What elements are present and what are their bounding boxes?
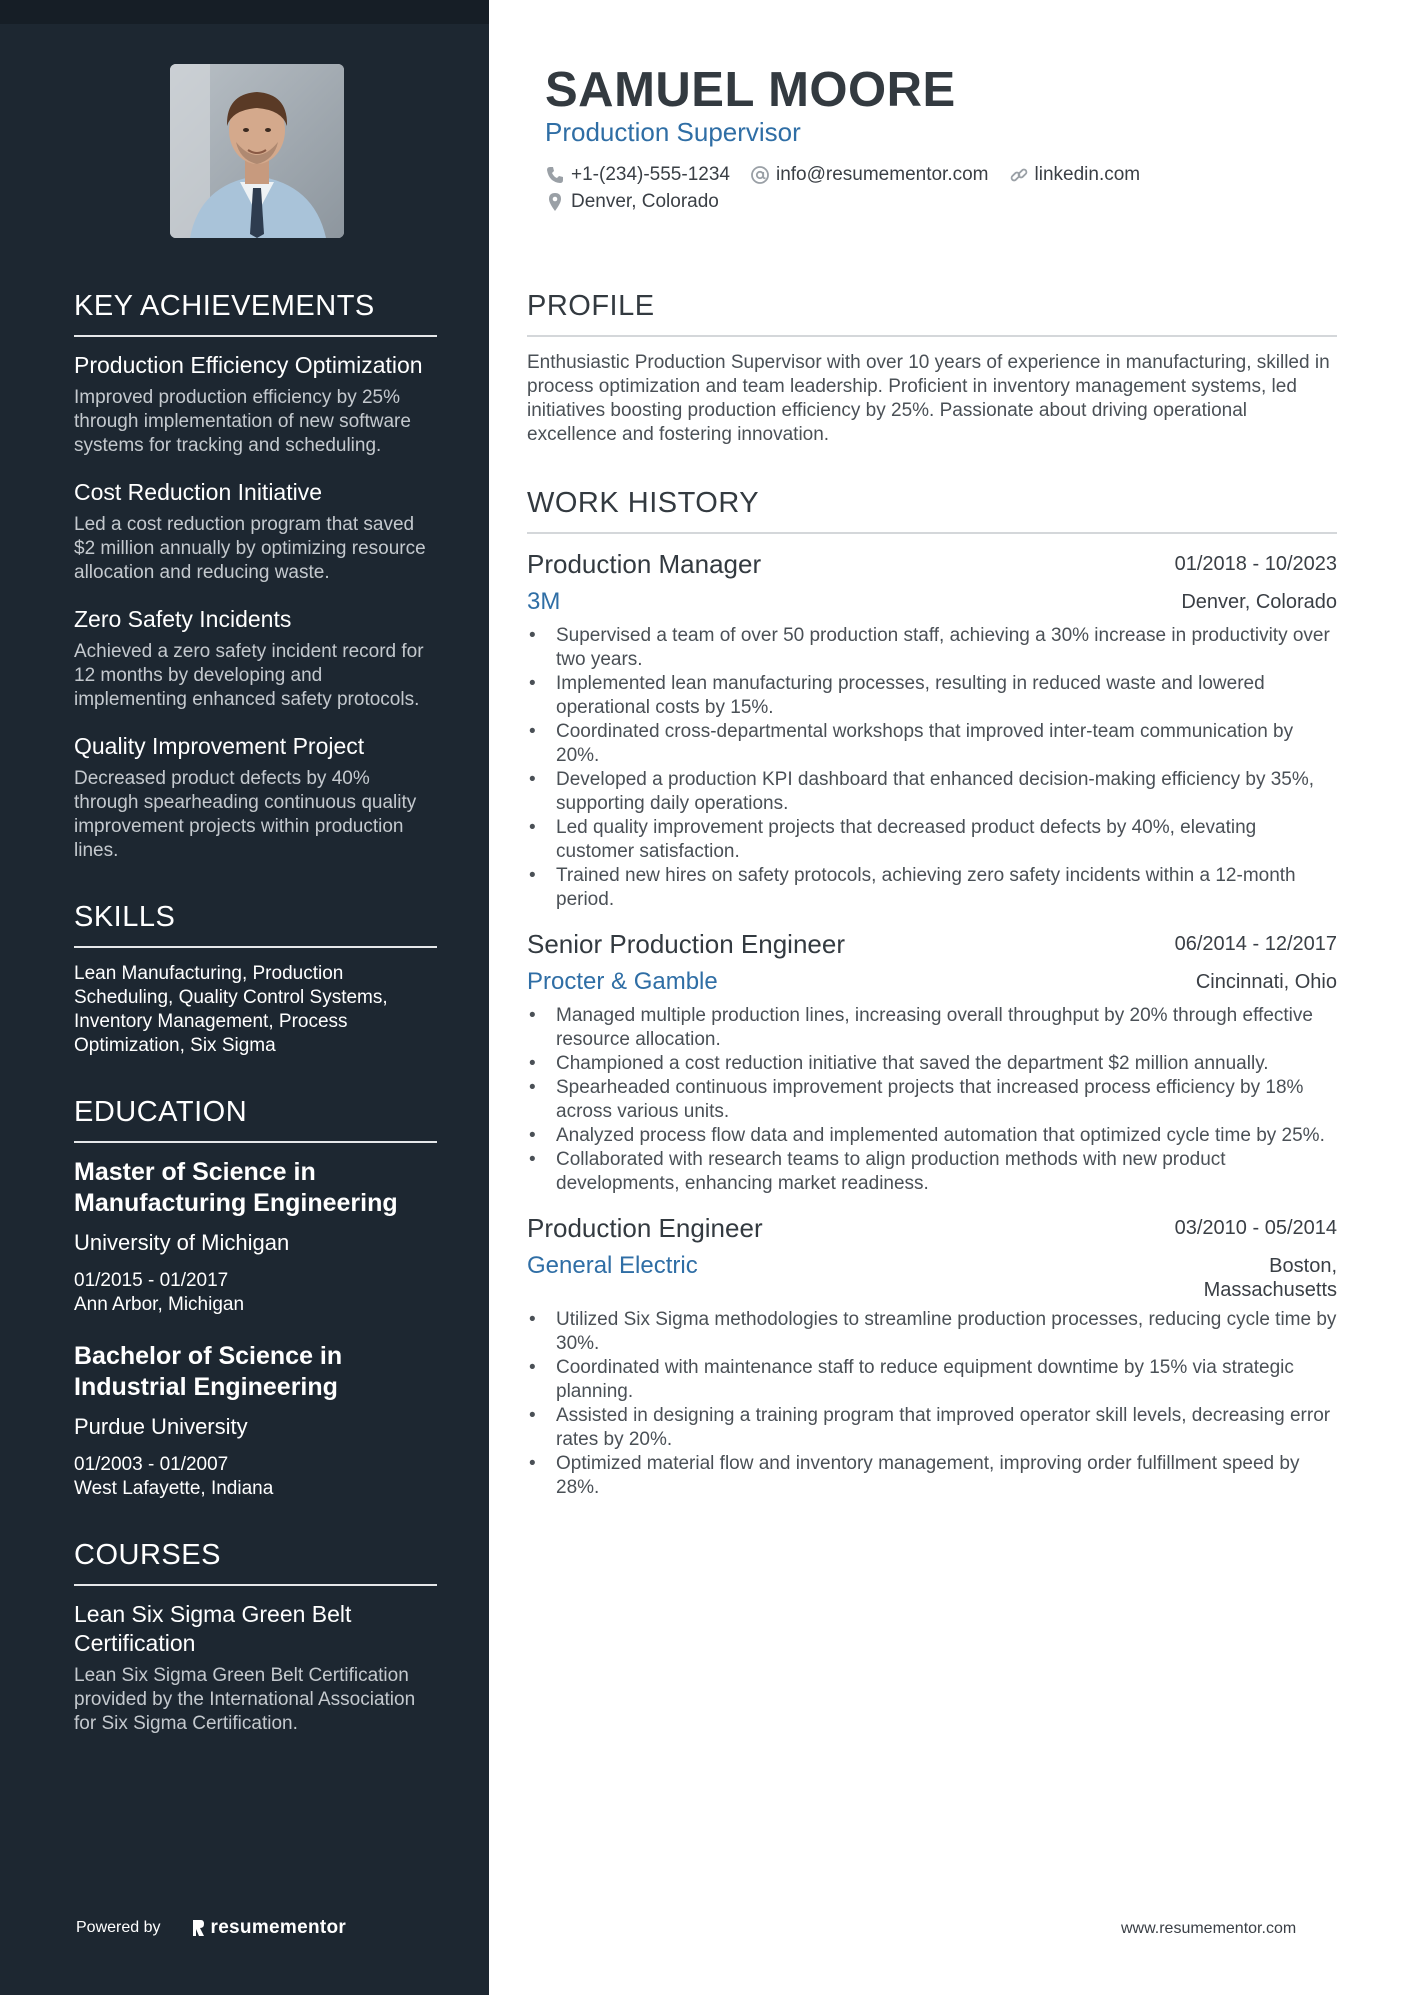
achievement-title: Production Efficiency Optimization — [74, 352, 423, 378]
job-dates: 03/2010 - 05/2014 — [1174, 1217, 1337, 1239]
education-school: Purdue University — [74, 1414, 248, 1439]
achievement-item — [74, 351, 437, 458]
work-history-section — [527, 487, 1337, 1516]
achievement-item — [74, 605, 437, 712]
job-entry — [527, 548, 1337, 912]
brand-name: resumementor — [210, 1917, 347, 1938]
job-entry — [527, 1212, 1337, 1500]
education-item — [74, 1157, 437, 1317]
job-bullet: • Managed multiple production lines, increasing overall throughput by 20% through effective resource allocation. — [527, 1004, 1337, 1052]
achievement-description: Achieved a zero safety incident record for 12 months by developing and implementing enhanced safety protocols. — [74, 641, 424, 710]
brand-logo-icon — [191, 1918, 205, 1938]
job-bullet: • Trained new hires on safety protocols, achieving zero safety incidents within a 12-month period. — [527, 864, 1337, 912]
email-text: info@resumementor.com — [775, 164, 989, 185]
job-bullet: • Supervised a team of over 50 production staff, achieving a 30% increase in productivity over two years. — [527, 624, 1337, 672]
education-location: West Lafayette, Indiana — [74, 1478, 274, 1499]
contact-phone[interactable] — [545, 164, 730, 186]
sidebar-top-bar — [0, 0, 489, 24]
job-dates: 01/2018 - 10/2023 — [1174, 553, 1337, 575]
job-title: Production Engineer — [527, 1213, 763, 1243]
footer-url[interactable]: www.resumementor.com — [1121, 1920, 1297, 1937]
courses-heading: COURSES — [74, 1539, 437, 1586]
link-icon — [1009, 165, 1029, 185]
job-bullet: • Led quality improvement projects that decreased product defects by 40%, elevating customer satisfaction. — [527, 816, 1337, 864]
sidebar — [0, 0, 489, 1995]
job-bullet: • Assisted in designing a training program that improved operator skill levels, decreasing error rates by 20%. — [527, 1404, 1337, 1452]
candidate-name: SAMUEL MOORE — [545, 63, 956, 117]
contact-linkedin[interactable] — [1009, 164, 1141, 186]
job-bullets — [527, 1004, 1337, 1196]
job-entry — [527, 928, 1337, 1196]
phone-text: +1-(234)-555-1234 — [571, 164, 730, 185]
education-dates: 01/2003 - 01/2007 — [74, 1454, 229, 1475]
achievement-title: Quality Improvement Project — [74, 733, 365, 759]
at-icon — [750, 165, 770, 185]
achievement-description: Improved production efficiency by 25% through implementation of new software systems for tracking and scheduling. — [74, 387, 411, 456]
achievement-title: Zero Safety Incidents — [74, 606, 292, 632]
job-bullet: • Implemented lean manufacturing processes, resulting in reduced waste and lowered operational costs by 15%. — [527, 672, 1337, 720]
education-school: University of Michigan — [74, 1230, 290, 1255]
profile-photo — [170, 64, 344, 238]
job-bullet: • Analyzed process flow data and implemented automation that optimized cycle time by 25%. — [527, 1124, 1337, 1148]
powered-by-label: Powered by — [76, 1919, 161, 1936]
linkedin-text: linkedin.com — [1034, 164, 1141, 185]
job-bullet: • Developed a production KPI dashboard that enhanced decision-making efficiency by 35%, supporting daily operations. — [527, 768, 1337, 816]
education-item — [74, 1341, 437, 1501]
achievement-description: Decreased product defects by 40% through spearheading continuous quality improvement projects within production lines. — [74, 768, 417, 861]
job-bullet: • Spearheaded continuous improvement projects that increased process efficiency by 18% across various units. — [527, 1076, 1337, 1124]
job-title: Senior Production Engineer — [527, 929, 845, 959]
job-dates: 06/2014 - 12/2017 — [1174, 933, 1337, 955]
job-bullet: • Optimized material flow and inventory management, improving order fulfillment speed by 28%. — [527, 1452, 1337, 1500]
profile-summary: Enthusiastic Production Supervisor with over 10 years of experience in manufacturing, skilled in process optimization and team leadership. Proficient in inventory management systems, led initiatives boosting production efficiency by 25%. Passionate about driving operational excellence and fostering innovation. — [527, 352, 1330, 445]
education-location: Ann Arbor, Michigan — [74, 1294, 245, 1315]
location-pin-icon — [545, 192, 565, 212]
education-degree: Master of Science in Manufacturing Engineering — [74, 1158, 398, 1217]
achievement-item — [74, 478, 437, 585]
job-location: Cincinnati, Ohio — [1195, 971, 1337, 993]
job-location: Boston, Massachusetts — [1203, 1255, 1337, 1301]
education-section — [74, 1096, 437, 1501]
job-bullet: • Utilized Six Sigma methodologies to streamline production processes, reducing cycle time by 30%. — [527, 1308, 1337, 1356]
contact-email[interactable] — [750, 164, 989, 186]
job-bullet: • Championed a cost reduction initiative that saved the department $2 million annually. — [527, 1052, 1337, 1076]
job-title: Production Manager — [527, 549, 762, 579]
job-bullets — [527, 624, 1337, 912]
course-title: Lean Six Sigma Green Belt Certification — [74, 1601, 352, 1656]
location-text: Denver, Colorado — [571, 191, 719, 212]
brand-logo[interactable] — [191, 1917, 347, 1939]
contact-row-location — [545, 191, 739, 213]
education-degree: Bachelor of Science in Industrial Engineering — [74, 1342, 343, 1401]
job-bullet: • Coordinated cross-departmental workshops that improved inter-team communication by 20%. — [527, 720, 1337, 768]
courses-section — [74, 1539, 437, 1736]
powered-by — [76, 1917, 346, 1939]
contact-location — [545, 191, 719, 213]
achievements-section — [74, 290, 437, 863]
profile-heading: PROFILE — [527, 290, 1337, 337]
contact-row — [545, 164, 1160, 186]
work-history-heading: WORK HISTORY — [527, 487, 1337, 534]
achievement-item — [74, 732, 437, 863]
education-dates: 01/2015 - 01/2017 — [74, 1270, 229, 1291]
job-location: Denver, Colorado — [1181, 591, 1337, 613]
course-description: Lean Six Sigma Green Belt Certification provided by the International Association for Six Sigma Certification. — [74, 1665, 416, 1734]
achievements-heading: KEY ACHIEVEMENTS — [74, 290, 437, 337]
sidebar-content — [74, 290, 437, 1774]
candidate-role: Production Supervisor — [545, 117, 801, 147]
job-company: 3M — [527, 588, 561, 615]
job-bullets — [527, 1308, 1337, 1500]
job-bullet: • Coordinated with maintenance staff to reduce equipment downtime by 15% via strategic planning. — [527, 1356, 1337, 1404]
education-heading: EDUCATION — [74, 1096, 437, 1143]
course-item — [74, 1600, 437, 1736]
achievement-description: Led a cost reduction program that saved $2 million annually by optimizing resource allocation and reducing waste. — [74, 514, 426, 583]
skills-heading: SKILLS — [74, 901, 437, 948]
phone-icon — [545, 165, 565, 185]
skills-section — [74, 901, 437, 1058]
skills-list: Lean Manufacturing, Production Scheduling, Quality Control Systems, Inventory Management, Process Optimization, Six Sigma — [74, 963, 388, 1056]
profile-section — [527, 290, 1337, 447]
job-company: Procter & Gamble — [527, 968, 718, 995]
achievement-title: Cost Reduction Initiative — [74, 479, 323, 505]
job-company: General Electric — [527, 1252, 698, 1279]
job-bullet: • Collaborated with research teams to align production methods with new product developments, enhancing market readiness. — [527, 1148, 1337, 1196]
